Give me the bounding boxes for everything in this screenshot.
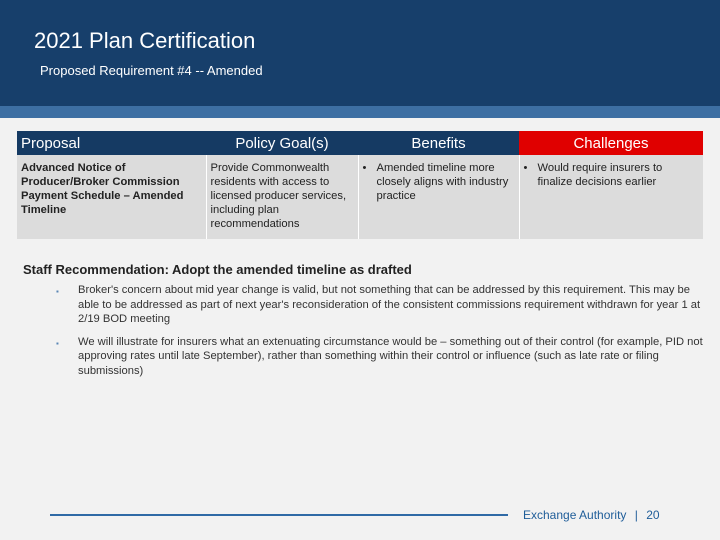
header-benefits: Benefits [358,131,519,155]
proposal-table [17,131,703,239]
recommendation-list [56,283,708,386]
cell-challenges [519,155,703,239]
header-policy-goals: Policy Goal(s) [206,131,358,155]
benefit-text: Amended timeline more closely aligns with industry practice [376,162,509,202]
slide-subtitle: Proposed Requirement #4 -- Amended [40,63,263,78]
footer [523,508,660,522]
list-item [524,161,700,189]
footer-separator: | [634,508,638,522]
challenge-text: Would require insurers to finalize decisions earlier [537,162,663,188]
list-item [56,283,708,327]
table-row [17,155,703,239]
list-item [363,161,515,203]
page-number: 20 [646,508,660,522]
table-header-row [17,131,703,155]
header-challenges: Challenges [519,131,703,155]
cell-policy-goal: Provide Commonwealth residents with access to licensed producer services, including plan recommendations [206,155,358,239]
square-bullet-icon: ▪ [56,338,59,348]
header-banner [0,0,720,106]
recommendation-text: Broker's concern about mid year change is valid, but not something that can be addressed by this requirement. This may be able to be addressed as part of next year's reconsideration of the consistent commissions requirement withdrawn for year 1 at 2/19 BOD meeting [78,284,701,325]
cell-benefits [358,155,519,239]
square-bullet-icon: ▪ [56,287,59,296]
recommendation-title: Staff Recommendation: Adopt the amended timeline as drafted [23,262,412,277]
header-proposal: Proposal [17,131,206,155]
cell-proposal: Advanced Notice of Producer/Broker Commission Payment Schedule – Amended Timeline [17,155,206,239]
list-item [56,335,708,379]
header-stripe [0,106,720,118]
recommendation-text: We will illustrate for insurers what an extenuating circumstance would be – something out of their control (for example, PID not approving rates until late September), rather than something within their control or influence (such as late rate or filing submissions) [78,335,703,377]
footer-divider-line [50,514,508,516]
footer-org: Exchange Authority [523,508,627,522]
slide-title: 2021 Plan Certification [34,28,256,53]
bullet-icon: • [523,162,528,174]
bullet-icon: • [362,162,367,174]
